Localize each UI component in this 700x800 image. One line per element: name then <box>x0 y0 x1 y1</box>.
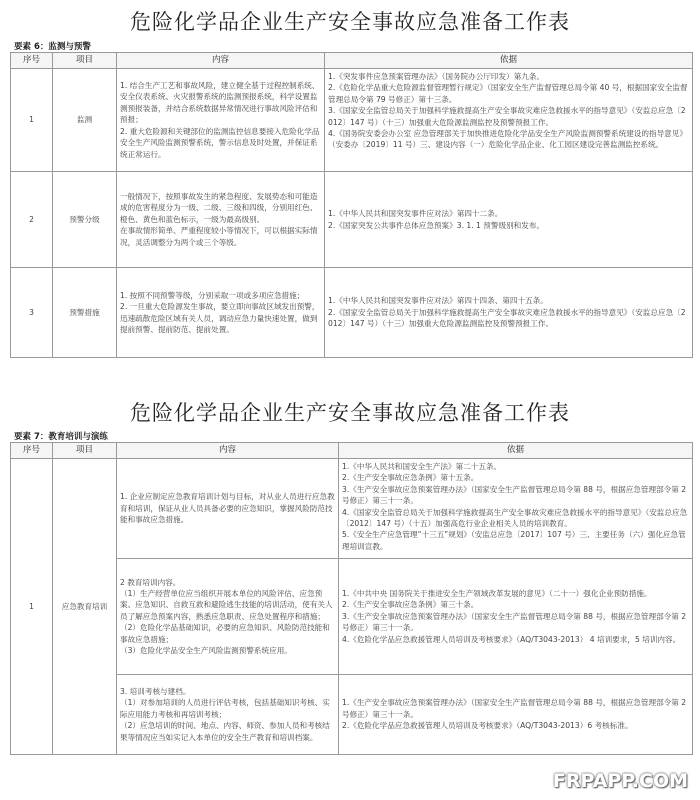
header-content: 内容 <box>117 443 339 459</box>
content-line: 2. 一旦重大危险源发生事故，要立即向事故区域发出预警，迅速疏散危险区域有关人员，调动应急力量快速处置，做到提前预警、提前防范、提前处置。 <box>120 302 320 334</box>
row-content <box>117 459 339 559</box>
table-row <box>11 459 693 559</box>
basis-line: 1.《突发事件应急预案管理办法》（国务院办公厅印发）第九条。 <box>328 72 545 81</box>
basis-line: 2.《国家安全监管总局关于加强科学施救提高生产安全事故灾难应急救援水平的指导意见》（安监总应急〔2012〕147 号）（十三）加强重大危险源监测监控及预警预报工作。 <box>328 307 686 329</box>
basis-line: 2.《国家突发公共事件总体应急预案》3. 1. 1 预警级别和发布。 <box>328 220 545 230</box>
basis-line: 3.《国家安全监管总局关于加强科学施救提高生产安全事故灾难应急救援水平的指导意见》（安监总应急〔2012〕147 号）（十三）加强重大危险源监测监控及预警预报工作。 <box>328 106 686 127</box>
header-basis: 依据 <box>339 443 693 459</box>
row-content <box>117 172 325 268</box>
content-line: 2. 重大危险源和关键部位的监测监控信息要接入危险化学品安全生产风险监测预警系统，警示信息及时处置，并保证系统正常运行。 <box>120 126 320 159</box>
header-no: 序号 <box>11 443 53 459</box>
row-basis <box>339 675 693 755</box>
basis-line: 1.《生产安全事故应急预案管理办法》（国家安全生产监督管理总局令第 88 号，根据应急管理部令第 2 号修正）第三十一条。 <box>342 698 687 719</box>
basis-line: 3.《生产安全事故应急预案管理办法》（国家安全生产监督管理总局令第 88 号，根据应急管理部令第 2 号修正）第三十一条。 <box>342 484 687 506</box>
row-item: 监测 <box>53 69 117 172</box>
basis-line: 3.《生产安全事故应急预案管理办法》（国家安全生产监督管理总局令第 88 号，根据应急管理部令第 2 号修正）第三十一条。 <box>342 611 687 633</box>
basis-line: 2.《生产安全事故应急条例》第三十条。 <box>342 600 479 610</box>
table-row <box>11 69 693 172</box>
content-line: 1. 企业应制定应急教育培训计划与目标，对从业人员进行应急教育和培训，保证从业人员具备必要的应急知识，掌握风险防范技能和事故应急措施。 <box>120 492 335 525</box>
header-content: 内容 <box>117 53 325 69</box>
row-basis <box>339 459 693 559</box>
row-basis <box>339 559 693 675</box>
basis-line: 2.《危险化学品应急救援管理人员培训及考核要求》（AQ/T3043-2013）6 考核标准。 <box>342 721 633 731</box>
row-item: 预警分级 <box>53 172 117 268</box>
row-content <box>117 268 325 358</box>
basis-line: 1.《中共中央 国务院关于推进安全生产领域改革发展的意见》（二十一）强化企业预防措施。 <box>342 588 652 598</box>
basis-line: 5.《安全生产应急管理“十三五”规划》（安监总应急〔2017〕107 号）三、主要任务（六）强化应急管理培训宣教。 <box>342 530 686 551</box>
header-no: 序号 <box>11 53 53 69</box>
basis-line: 1.《中华人民共和国突发事件应对法》第四十四条、第四十五条。 <box>328 296 548 306</box>
content-line: （1）生产经营单位应当组织开展本单位的风险评估、应急预案、应急知识、自救互救和避险逃生技能的培训活动，使有关人员了解应急预案内容，熟悉应急职责、应急处置程序和措施； <box>120 588 333 621</box>
basis-line: 4.《国务院安委会办公室 应急管理部关于加快推进危险化学品安全生产风险监测预警系统建设的指导意见》（安委办〔2019〕11 号）三、建设内容（一）危险化学品企业、化工园区建设完善监测监控系统。 <box>328 129 687 150</box>
content-line: 在事故情形简单、严重程度较小等情况下，可以根据实际情况，灵活调整分为两个或三个等级。 <box>120 226 318 247</box>
basis-line: 2.《生产安全事故应急条例》第十五条。 <box>342 473 479 483</box>
row-no: 1 <box>11 459 53 755</box>
table2-header-row <box>11 443 693 459</box>
row-item: 预警措施 <box>53 268 117 358</box>
row-content <box>117 69 325 172</box>
basis-line: 2.《危险化学品重大危险源监督管理暂行规定》（国家安全生产监督管理总局令第 40 号，根据国家安全监督管理总局令第 79 号修正）第十三条。 <box>328 83 688 104</box>
content-line: 3. 培训考核与建档。 <box>120 686 191 696</box>
header-basis: 依据 <box>325 53 693 69</box>
basis-line: 4.《国家安全监管总局关于加强科学施救提高生产安全事故灾难应急救援水平的指导意见》（安监总应急〔2012〕147 号）（十五）加强高危行业企业相关人员的培训教育。 <box>342 507 688 529</box>
table-row <box>11 172 693 268</box>
basis-line: 4.《危险化学品应急救援管理人员培训及考核要求》（AQ/T3043-2013） 4 培训要求，5 培训内容。 <box>342 634 681 644</box>
basis-line: 1.《中华人民共和国安全生产法》第二十五条。 <box>342 462 502 471</box>
row-content <box>117 675 339 755</box>
basis-line: 1.《中华人民共和国突发事件应对法》第四十二条。 <box>328 209 503 219</box>
content-line: 2 教育培训内容。 <box>120 577 181 587</box>
table-row <box>11 268 693 358</box>
table2-title: 危险化学品企业生产安全事故应急准备工作表 <box>130 401 570 425</box>
content-line: （2）应急培训的时间、地点、内容、师资、参加人员和考核结果等情况应当如实记入本单位的安全生产教育和培训档案。 <box>120 721 330 742</box>
content-line: （1）对参加培训的人员进行评估考核，包括基础知识考核、实际应用能力考核和再培训考核； <box>120 698 330 719</box>
content-line: （3）危险化学品安全生产风险监测预警系统应用。 <box>120 646 292 656</box>
table2 <box>10 442 693 755</box>
table1-section-label: 要素 6：监测与预警 <box>14 42 91 52</box>
row-basis <box>325 172 693 268</box>
row-basis <box>325 268 693 358</box>
content-line: 1. 结合生产工艺和事故风险，建立健全基于过程控制系统、安全仪表系统、火灾报警系统的监测预报系统，科学设置监测预报装备，并结合系统数据异常情况进行事故风险评估和预报； <box>120 81 320 125</box>
row-basis <box>325 69 693 172</box>
row-no: 1 <box>11 69 53 172</box>
content-line: 一般情况下，按照事故发生的紧急程度、发展势态和可能造成的危害程度分为一级、二级、三级和四级，分别用红色、橙色、黄色和蓝色标示，一级为最高级别。 <box>120 191 318 224</box>
table2-section-label: 要素 7：教育培训与演练 <box>14 432 108 442</box>
content-line: 1. 按照不同预警等级，分别采取一项或多项应急措施； <box>120 290 305 300</box>
header-item: 项目 <box>53 443 117 459</box>
header-item: 项目 <box>53 53 117 69</box>
row-item: 应急教育培训 <box>53 459 117 755</box>
table1-header-row <box>11 53 693 69</box>
watermark: FRPAPP.COM <box>552 770 688 792</box>
row-content <box>117 559 339 675</box>
content-line: （2）危险化学品基础知识，必要的应急知识、风险防范技能和事故应急措施； <box>120 623 330 644</box>
table1 <box>10 52 693 358</box>
table1-title: 危险化学品企业生产安全事故应急准备工作表 <box>130 10 570 34</box>
row-no: 3 <box>11 268 53 358</box>
row-no: 2 <box>11 172 53 268</box>
